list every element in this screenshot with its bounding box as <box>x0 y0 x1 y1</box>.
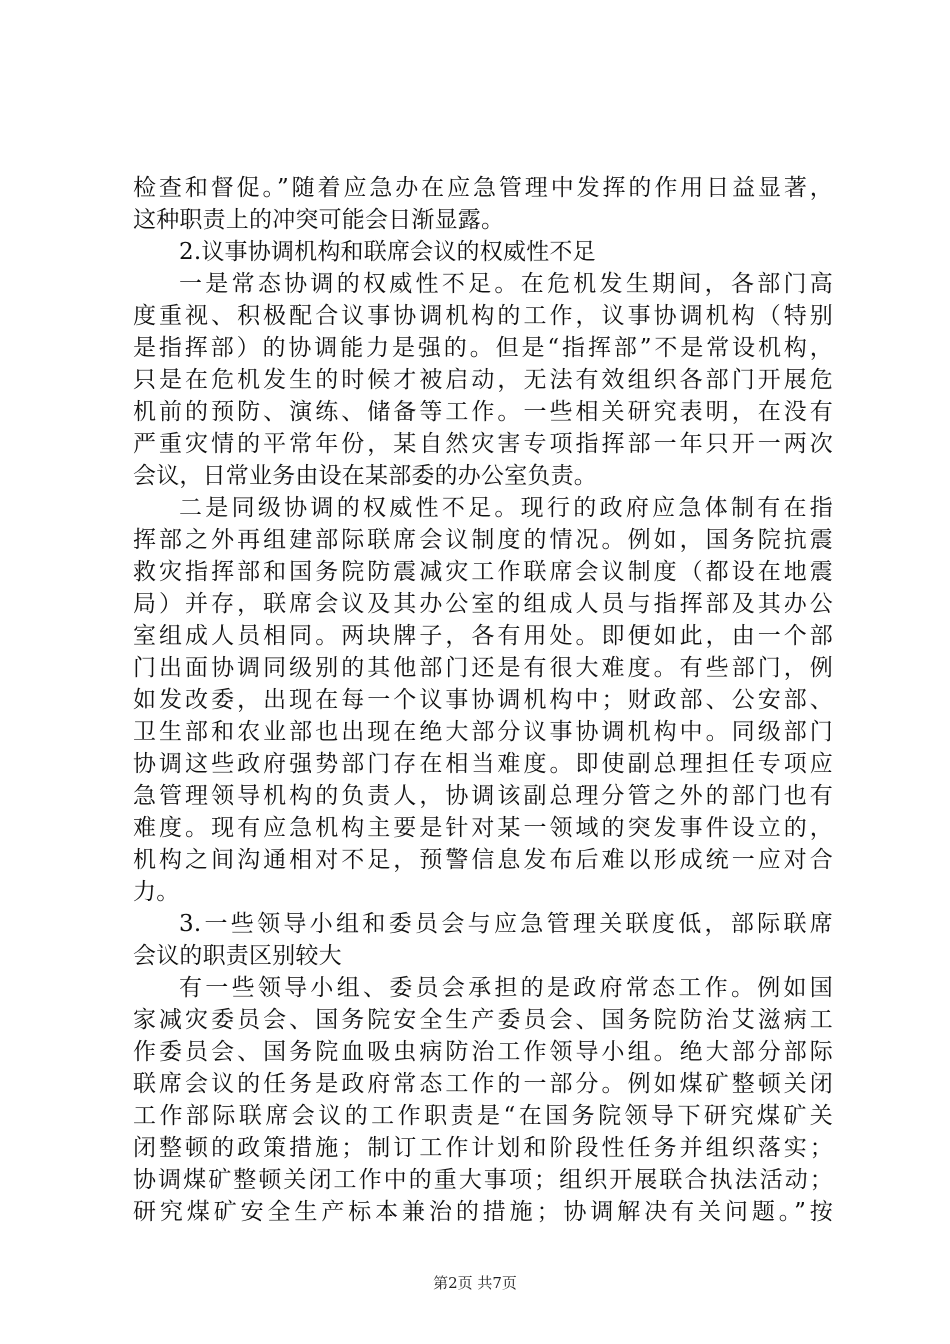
text-line: 这种职责上的冲突可能会日渐显露。 <box>133 207 505 233</box>
text-line: 会议，日常业务由设在某部委的办公室负责。 <box>133 463 597 489</box>
text-line: 闭整顿的政策措施；制订工作计划和阶段性任务并组织落实； <box>133 1135 833 1161</box>
section-heading: 会议的职责区别较大 <box>133 943 342 969</box>
text-line: 室组成人员相同。两块牌子，各有用处。即便如此，由一个部 <box>133 623 833 649</box>
text-line: 急管理领导机构的负责人，协调该副总理分管之外的部门也有 <box>133 783 833 809</box>
text-line: 力。 <box>133 879 180 905</box>
section-heading: 2.议事协调机构和联席会议的权威性不足 <box>179 239 596 265</box>
text-line: 局）并存，联席会议及其办公室的组成人员与指挥部及其办公 <box>133 591 833 617</box>
section-heading: 3.一些领导小组和委员会与应急管理关联度低，部际联席 <box>179 911 833 937</box>
document-body <box>133 172 833 1228</box>
text-line: 卫生部和农业部也出现在绝大部分议事协调机构中。同级部门 <box>133 719 833 745</box>
text-line: 机前的预防、演练、储备等工作。一些相关研究表明，在没有 <box>133 399 833 425</box>
text-line: 难度。现有应急机构主要是针对某一领域的突发事件设立的， <box>133 815 833 841</box>
text-line: 检查和督促。”随着应急办在应急管理中发挥的作用日益显著， <box>133 175 833 201</box>
text-line: 家减灾委员会、国务院安全生产委员会、国务院防治艾滋病工 <box>133 1007 833 1033</box>
text-line: 一是常态协调的权威性不足。在危机发生期间，各部门高 <box>179 271 833 297</box>
text-line: 度重视、积极配合议事协调机构的工作，议事协调机构（特别 <box>133 303 833 329</box>
text-line: 机构之间沟通相对不足，预警信息发布后难以形成统一应对合 <box>133 847 833 873</box>
page-number-footer: 第2页 共7页 <box>433 1274 517 1292</box>
text-line: 协调这些政府强势部门存在相当难度。即使副总理担任专项应 <box>133 751 833 777</box>
text-line: 严重灾情的平常年份，某自然灾害专项指挥部一年只开一两次 <box>133 431 833 457</box>
text-line: 只是在危机发生的时候才被启动，无法有效组织各部门开展危 <box>133 367 833 393</box>
text-line: 挥部之外再组建部际联席会议制度的情况。例如，国务院抗震 <box>133 527 833 553</box>
text-line: 研究煤矿安全生产标本兼治的措施；协调解决有关问题。”按 <box>133 1199 833 1225</box>
text-line: 是指挥部）的协调能力是强的。但是“指挥部”不是常设机构， <box>133 335 833 361</box>
text-line: 门出面协调同级别的其他部门还是有很大难度。有些部门，例 <box>133 655 833 681</box>
text-line: 协调煤矿整顿关闭工作中的重大事项；组织开展联合执法活动； <box>133 1167 833 1193</box>
text-line: 有一些领导小组、委员会承担的是政府常态工作。例如国 <box>179 975 833 1001</box>
text-line: 作委员会、国务院血吸虫病防治工作领导小组。绝大部分部际 <box>133 1039 833 1065</box>
text-line: 二是同级协调的权威性不足。现行的政府应急体制有在指 <box>179 495 833 521</box>
text-line: 工作部际联席会议的工作职责是“在国务院领导下研究煤矿关 <box>133 1103 833 1129</box>
text-line: 救灾指挥部和国务院防震减灾工作联席会议制度（都设在地震 <box>133 559 833 585</box>
text-line: 联席会议的任务是政府常态工作的一部分。例如煤矿整顿关闭 <box>133 1071 833 1097</box>
text-line: 如发改委，出现在每一个议事协调机构中；财政部、公安部、 <box>133 687 833 713</box>
